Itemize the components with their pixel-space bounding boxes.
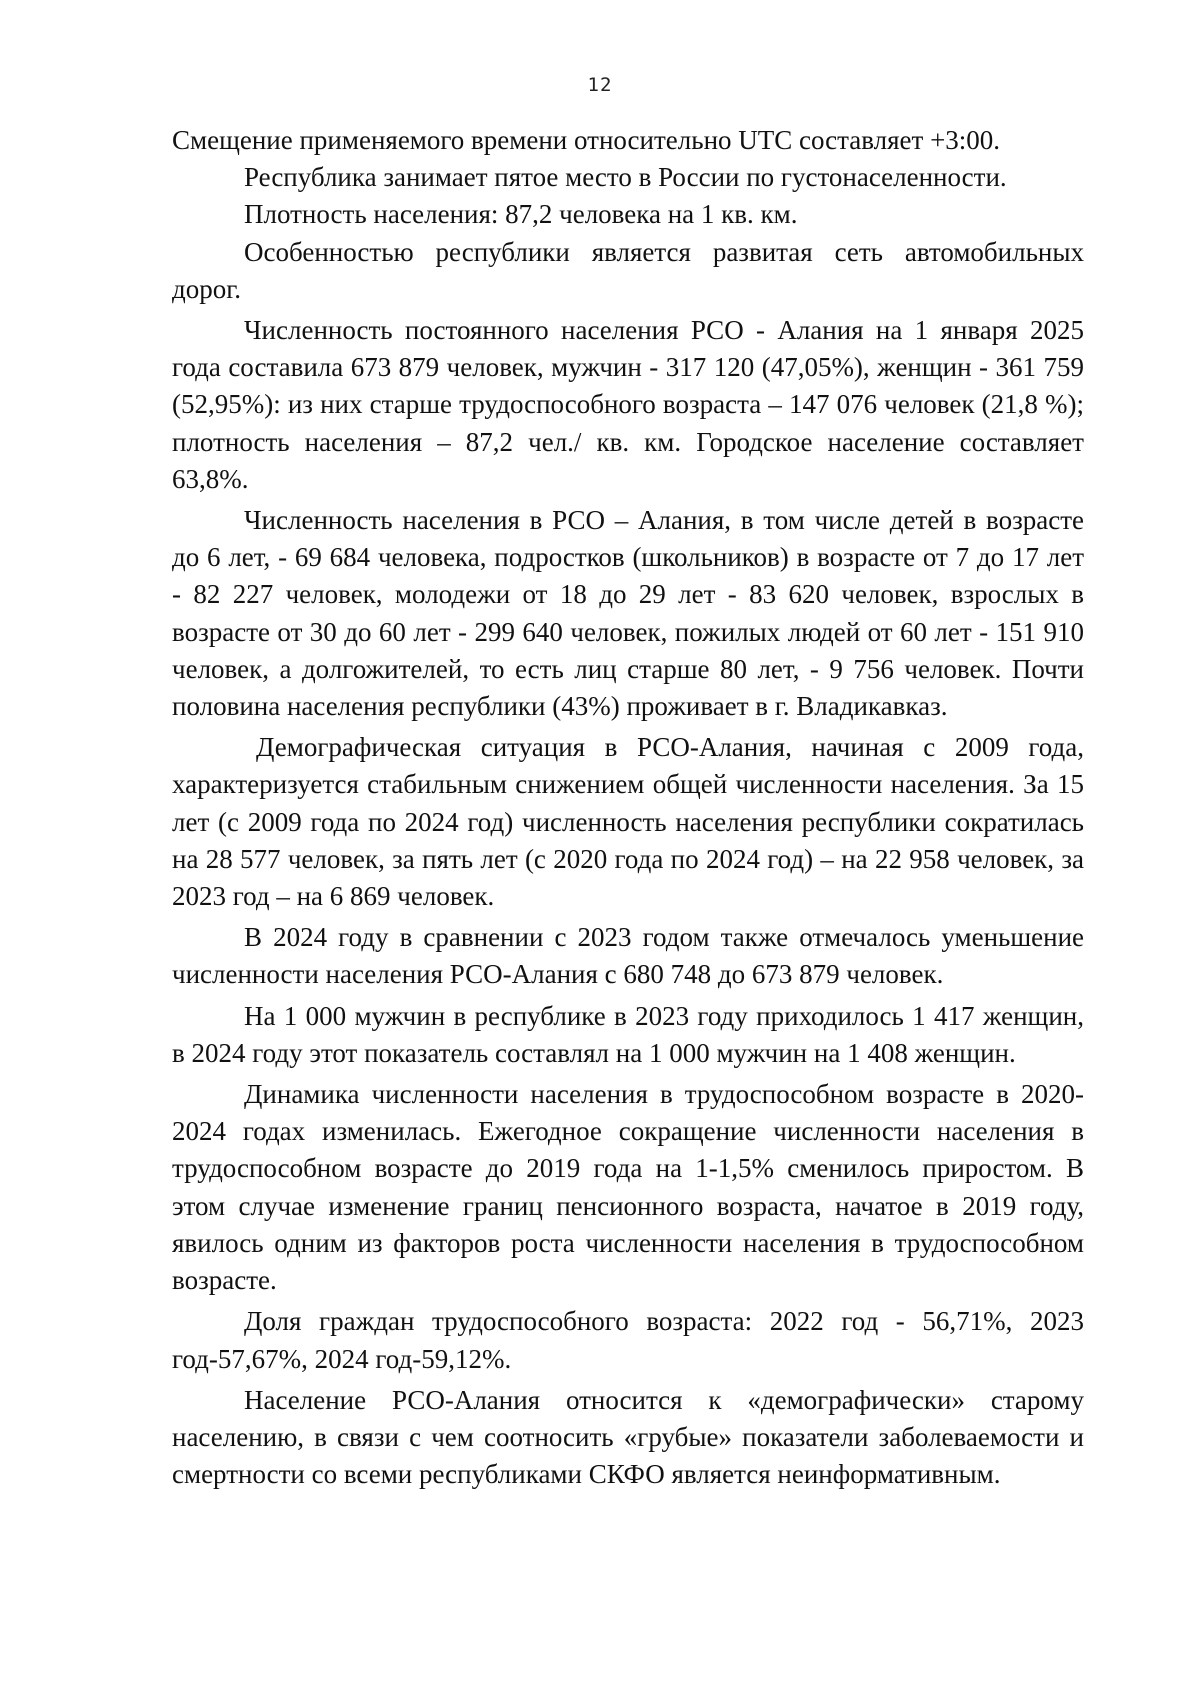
page-number: 12 [587, 74, 613, 96]
paragraph-aging-population: Население РСО-Алания относится к «демографически» старому населению, в связи с чем соотносить «грубые» показатели заболеваемости и смертности со всеми республиками СКФО является неинформативным. [172, 1384, 1084, 1490]
paragraph-demographic-situation: Демографическая ситуация в РСО-Алания, начиная с 2009 года, характеризуется стабильным снижением общей численности населения. За 15 лет (с 2009 года по 2024 год) численность населения республики сократилась на 28 577 человек, за пять лет (с 2020 года по 2024 год) – на 22 958 человек, за 2023 год – на 6 869 человек. [172, 732, 1084, 912]
paragraph-population-decrease: В 2024 году в сравнении с 2023 годом также отмечалось уменьшение численности населения РСО-Алания с 680 748 до 673 879 человек. [172, 922, 1084, 990]
paragraph-utc-offset: Смещение применяемого времени относительно UTC составляет +3:00. [172, 125, 1001, 155]
paragraph-age-groups: Численность населения в РСО – Алания, в том числе детей в возрасте до 6 лет, - 69 684 человека, подростков (школьников) в возрасте от 7 до 17 лет - 82 227 человек, молодежи от 18 до 29 лет - 83 620 человек, взрослых в возрасте от 30 до 60 лет - 299 640 человек, пожилых людей от 60 лет - 151 910 человек, а долгожителей, то есть лиц старше 80 лет, - 9 756 человек. Почти половина населения республики (43%) проживает в г. Владикавказ. [172, 505, 1084, 722]
paragraph-working-age-share: Доля граждан трудоспособного возраста: 2022 год - 56,71%, 2023 год-57,67%, 2024 год-59,12%. [172, 1306, 1084, 1374]
paragraph-road-network: Особенностью республики является развитая сеть автомобильных дорог. [172, 236, 1084, 304]
paragraph-density: Плотность населения: 87,2 человека на 1 кв. км. [244, 199, 798, 230]
paragraph-population-rank: Республика занимает пятое место в России по густонаселенности. [244, 162, 1007, 193]
paragraph-gender-ratio: На 1 000 мужчин в республике в 2023 году приходилось 1 417 женщин, в 2024 году этот показатель составлял на 1 000 мужчин на 1 408 женщин. [172, 1000, 1084, 1068]
paragraph-permanent-population: Численность постоянного населения РСО - Алания на 1 января 2025 года составила 673 879 человек, мужчин - 317 120 (47,05%), женщин - 361 759 (52,95%): из них старше трудоспособного возраста – 147 076 человек (21,8 %); плотность населения – 87,2 чел./ кв. км. Городское население составляет 63,8%. [172, 315, 1084, 494]
paragraph-working-age-dynamics: Динамика численности населения в трудоспособном возрасте в 2020-2024 годах изменилась. Ежегодное сокращение численности населения в трудоспособном возрасте до 2019 года на 1-1,5% сменилось приростом. В этом случае изменение границ пенсионного возраста, начатое в 2019 году, явилось одним из факторов роста численности населения в трудоспособном возрасте. [172, 1079, 1084, 1296]
document-body [172, 122, 1084, 1493]
